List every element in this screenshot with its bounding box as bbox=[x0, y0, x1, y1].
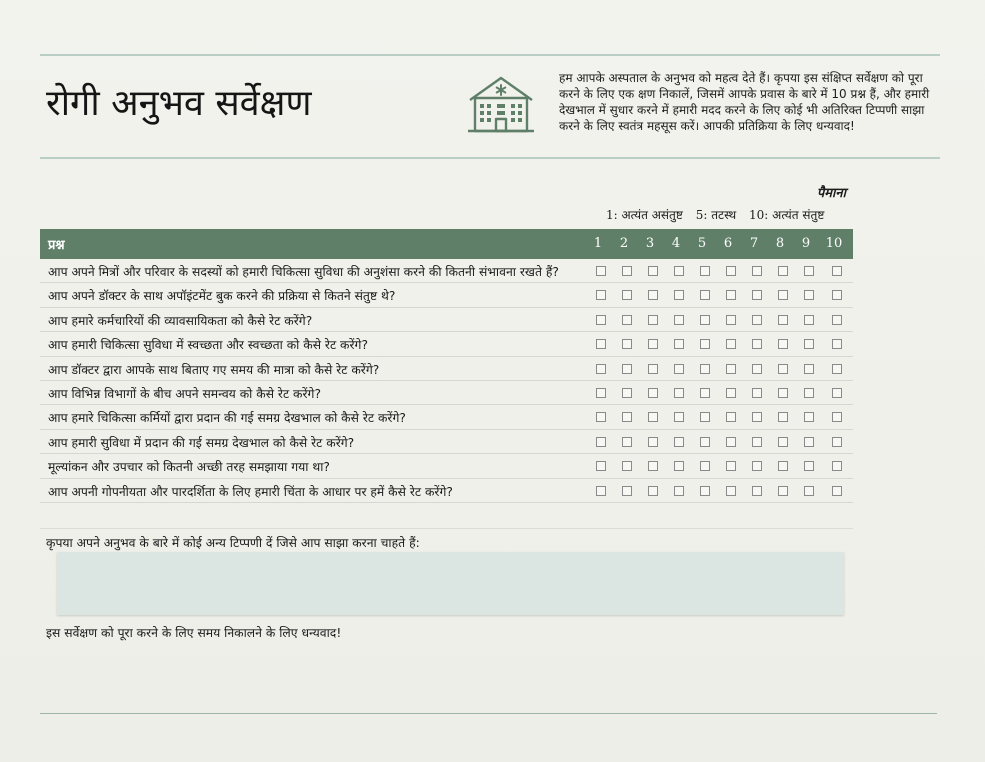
scale-title: पैमाना bbox=[816, 186, 846, 201]
rating-checkbox-10[interactable] bbox=[832, 486, 842, 496]
rating-checkbox-7[interactable] bbox=[752, 388, 762, 398]
rating-checkbox-7[interactable] bbox=[752, 315, 762, 325]
rating-checkbox-6[interactable] bbox=[726, 388, 736, 398]
rating-checkbox-7[interactable] bbox=[752, 412, 762, 422]
rating-checkbox-4[interactable] bbox=[674, 364, 684, 374]
question-row bbox=[40, 405, 853, 429]
rating-checkbox-1[interactable] bbox=[596, 266, 606, 276]
rating-checkbox-8[interactable] bbox=[778, 339, 788, 349]
rating-checkbox-7[interactable] bbox=[752, 486, 762, 496]
rating-checkbox-6[interactable] bbox=[726, 412, 736, 422]
rating-checkbox-3[interactable] bbox=[648, 437, 658, 447]
rating-checkbox-8[interactable] bbox=[778, 364, 788, 374]
rating-checkbox-4[interactable] bbox=[674, 315, 684, 325]
top-divider bbox=[40, 54, 940, 56]
rating-checkbox-3[interactable] bbox=[648, 315, 658, 325]
question-row bbox=[40, 430, 853, 454]
rating-checkbox-1[interactable] bbox=[596, 461, 606, 471]
comments-label: कृपया अपने अनुभव के बारे में कोई अन्य टिप्पणी दें जिसे आप साझा करना चाहते हैं: bbox=[46, 536, 420, 550]
rating-checkbox-8[interactable] bbox=[778, 461, 788, 471]
rating-checkbox-6[interactable] bbox=[726, 461, 736, 471]
question-text: आप हमारी सुविधा में प्रदान की गई समग्र देखभाल को कैसे रेट करेंगे? bbox=[48, 435, 355, 450]
rating-checkbox-4[interactable] bbox=[674, 266, 684, 276]
rating-checkbox-1[interactable] bbox=[596, 388, 606, 398]
hospital-icon bbox=[466, 74, 536, 136]
rating-checkbox-4[interactable] bbox=[674, 461, 684, 471]
scale-header-5: 5 bbox=[697, 236, 707, 251]
rating-checkbox-3[interactable] bbox=[648, 290, 658, 300]
rating-checkbox-1[interactable] bbox=[596, 315, 606, 325]
question-list bbox=[40, 259, 853, 503]
intro-text: हम आपके अस्पताल के अनुभव को महत्व देते हैं। कृपया इस संक्षिप्त सर्वेक्षण को पूरा करने के लिए एक क्षण निकालें, जिसमें आपके प्रवास के बारे में 10 प्रश्न हैं, और हमारी देखभाल में सुधार करने में हमारी मदद करने के लिए कोई भी अतिरिक्त टिप्पणी साझा करने के लिए स्वतंत्र महसूस करें। आपकी प्रतिक्रिया के लिए धन्यवाद! bbox=[559, 71, 930, 133]
rating-checkbox-8[interactable] bbox=[778, 412, 788, 422]
rating-checkbox-3[interactable] bbox=[648, 412, 658, 422]
rating-checkbox-10[interactable] bbox=[832, 266, 842, 276]
rating-checkbox-9[interactable] bbox=[804, 412, 814, 422]
rating-checkbox-4[interactable] bbox=[674, 339, 684, 349]
rating-checkbox-8[interactable] bbox=[778, 315, 788, 325]
rating-checkbox-2[interactable] bbox=[622, 412, 632, 422]
question-row bbox=[40, 283, 853, 307]
rating-checkbox-9[interactable] bbox=[804, 339, 814, 349]
page-title: रोगी अनुभव सर्वेक्षण bbox=[46, 83, 312, 124]
question-row bbox=[40, 357, 853, 381]
scale-header-9: 9 bbox=[801, 236, 811, 251]
question-row bbox=[40, 381, 853, 405]
rating-checkbox-3[interactable] bbox=[648, 388, 658, 398]
scale-header-2: 2 bbox=[619, 236, 629, 251]
rating-checkbox-7[interactable] bbox=[752, 266, 762, 276]
rating-checkbox-7[interactable] bbox=[752, 364, 762, 374]
rating-checkbox-5[interactable] bbox=[700, 364, 710, 374]
rating-checkbox-5[interactable] bbox=[700, 388, 710, 398]
rating-checkbox-2[interactable] bbox=[622, 486, 632, 496]
rating-checkbox-3[interactable] bbox=[648, 486, 658, 496]
rating-checkbox-8[interactable] bbox=[778, 486, 788, 496]
rating-checkbox-2[interactable] bbox=[622, 388, 632, 398]
rating-checkbox-9[interactable] bbox=[804, 364, 814, 374]
scale-legend-mid: 5: तटस्थ bbox=[695, 208, 737, 222]
question-row bbox=[40, 332, 853, 356]
rating-checkbox-5[interactable] bbox=[700, 437, 710, 447]
rating-checkbox-1[interactable] bbox=[596, 364, 606, 374]
rating-checkbox-4[interactable] bbox=[674, 290, 684, 300]
rating-checkbox-2[interactable] bbox=[622, 461, 632, 471]
rating-checkbox-1[interactable] bbox=[596, 290, 606, 300]
rating-checkbox-7[interactable] bbox=[752, 437, 762, 447]
rating-checkbox-3[interactable] bbox=[648, 339, 658, 349]
table-header bbox=[40, 229, 853, 259]
rating-checkbox-10[interactable] bbox=[832, 388, 842, 398]
rating-checkbox-8[interactable] bbox=[778, 437, 788, 447]
footer-divider bbox=[40, 713, 937, 714]
rating-checkbox-4[interactable] bbox=[674, 412, 684, 422]
rating-checkbox-2[interactable] bbox=[622, 290, 632, 300]
rating-checkbox-1[interactable] bbox=[596, 412, 606, 422]
scale-legend-min: 1: अत्यंत असंतुष्ट bbox=[606, 208, 683, 222]
rating-checkbox-10[interactable] bbox=[832, 290, 842, 300]
rating-checkbox-10[interactable] bbox=[832, 364, 842, 374]
rating-checkbox-5[interactable] bbox=[700, 412, 710, 422]
scale-header-7: 7 bbox=[749, 236, 759, 251]
question-row bbox=[40, 479, 853, 503]
question-text: आप हमारे चिकित्सा कर्मियों द्वारा प्रदान की गई समग्र देखभाल को कैसे रेट करेंगे? bbox=[48, 411, 406, 426]
rating-checkbox-7[interactable] bbox=[752, 290, 762, 300]
rating-checkbox-4[interactable] bbox=[674, 388, 684, 398]
rating-checkbox-3[interactable] bbox=[648, 461, 658, 471]
rating-checkbox-10[interactable] bbox=[832, 315, 842, 325]
rating-checkbox-9[interactable] bbox=[804, 388, 814, 398]
rating-checkbox-2[interactable] bbox=[622, 364, 632, 374]
rating-checkbox-9[interactable] bbox=[804, 461, 814, 471]
rating-checkbox-7[interactable] bbox=[752, 339, 762, 349]
question-text: आप अपने डॉक्टर के साथ अपॉइंटमेंट बुक करने की प्रक्रिया से कितने संतुष्ट थे? bbox=[48, 289, 396, 304]
question-text: आप हमारे कर्मचारियों की व्यावसायिकता को कैसे रेट करेंगे? bbox=[48, 313, 313, 328]
question-row bbox=[40, 259, 853, 283]
header-divider bbox=[40, 157, 940, 159]
rating-checkbox-6[interactable] bbox=[726, 437, 736, 447]
scale-header-6: 6 bbox=[723, 236, 733, 251]
rating-checkbox-4[interactable] bbox=[674, 437, 684, 447]
scale-legend-max: 10: अत्यंत संतुष्ट bbox=[749, 208, 825, 222]
rating-checkbox-5[interactable] bbox=[700, 315, 710, 325]
question-text: आप अपनी गोपनीयता और पारदर्शिता के लिए हमारी चिंता के आधार पर हमें कैसे रेट करेंगे? bbox=[48, 484, 453, 499]
rating-checkbox-10[interactable] bbox=[832, 339, 842, 349]
rating-checkbox-5[interactable] bbox=[700, 290, 710, 300]
question-text: आप विभिन्न विभागों के बीच अपने समन्वय को कैसे रेट करेंगे? bbox=[48, 386, 321, 401]
rating-checkbox-5[interactable] bbox=[700, 266, 710, 276]
rating-checkbox-10[interactable] bbox=[832, 437, 842, 447]
rating-checkbox-6[interactable] bbox=[726, 364, 736, 374]
scale-header-4: 4 bbox=[671, 236, 681, 251]
rating-checkbox-1[interactable] bbox=[596, 339, 606, 349]
scale-header-10: 10 bbox=[825, 236, 843, 251]
rating-checkbox-8[interactable] bbox=[778, 388, 788, 398]
scale-legend bbox=[606, 206, 833, 223]
comments-divider bbox=[40, 528, 853, 529]
rating-checkbox-2[interactable] bbox=[622, 266, 632, 276]
rating-checkbox-8[interactable] bbox=[778, 266, 788, 276]
rating-checkbox-6[interactable] bbox=[726, 339, 736, 349]
question-column-header: प्रश्न bbox=[48, 238, 65, 253]
rating-checkbox-9[interactable] bbox=[804, 437, 814, 447]
rating-checkbox-10[interactable] bbox=[832, 461, 842, 471]
rating-checkbox-1[interactable] bbox=[596, 486, 606, 496]
question-text: आप अपने मित्रों और परिवार के सदस्यों को हमारी चिकित्सा सुविधा की अनुशंसा करने की कितनी संभावना रखते हैं? bbox=[48, 265, 559, 279]
question-text: मूल्यांकन और उपचार को कितनी अच्छी तरह समझाया गया था? bbox=[48, 460, 330, 475]
question-text: आप डॉक्टर द्वारा आपके साथ बिताए गए समय की मात्रा को कैसे रेट करेंगे? bbox=[48, 362, 380, 377]
rating-checkbox-2[interactable] bbox=[622, 437, 632, 447]
rating-checkbox-9[interactable] bbox=[804, 315, 814, 325]
thank-you-text: इस सर्वेक्षण को पूरा करने के लिए समय निकालने के लिए धन्यवाद! bbox=[46, 626, 342, 640]
rating-checkbox-6[interactable] bbox=[726, 315, 736, 325]
question-text: आप हमारी चिकित्सा सुविधा में स्वच्छता और स्वच्छता को कैसे रेट करेंगे? bbox=[48, 338, 368, 353]
rating-checkbox-7[interactable] bbox=[752, 461, 762, 471]
rating-checkbox-6[interactable] bbox=[726, 266, 736, 276]
rating-checkbox-2[interactable] bbox=[622, 315, 632, 325]
rating-checkbox-6[interactable] bbox=[726, 486, 736, 496]
question-row bbox=[40, 308, 853, 332]
scale-header-8: 8 bbox=[775, 236, 785, 251]
rating-checkbox-2[interactable] bbox=[622, 339, 632, 349]
rating-checkbox-5[interactable] bbox=[700, 339, 710, 349]
scale-header-1: 1 bbox=[593, 236, 603, 251]
scale-header-3: 3 bbox=[645, 236, 655, 251]
rating-checkbox-9[interactable] bbox=[804, 486, 814, 496]
rating-checkbox-5[interactable] bbox=[700, 461, 710, 471]
comments-textarea[interactable] bbox=[57, 552, 844, 615]
rating-checkbox-1[interactable] bbox=[596, 437, 606, 447]
rating-checkbox-3[interactable] bbox=[648, 364, 658, 374]
rating-checkbox-9[interactable] bbox=[804, 290, 814, 300]
rating-checkbox-6[interactable] bbox=[726, 290, 736, 300]
question-row bbox=[40, 454, 853, 478]
rating-checkbox-9[interactable] bbox=[804, 266, 814, 276]
rating-checkbox-4[interactable] bbox=[674, 486, 684, 496]
rating-checkbox-3[interactable] bbox=[648, 266, 658, 276]
rating-checkbox-10[interactable] bbox=[832, 412, 842, 422]
rating-checkbox-8[interactable] bbox=[778, 290, 788, 300]
rating-checkbox-5[interactable] bbox=[700, 486, 710, 496]
